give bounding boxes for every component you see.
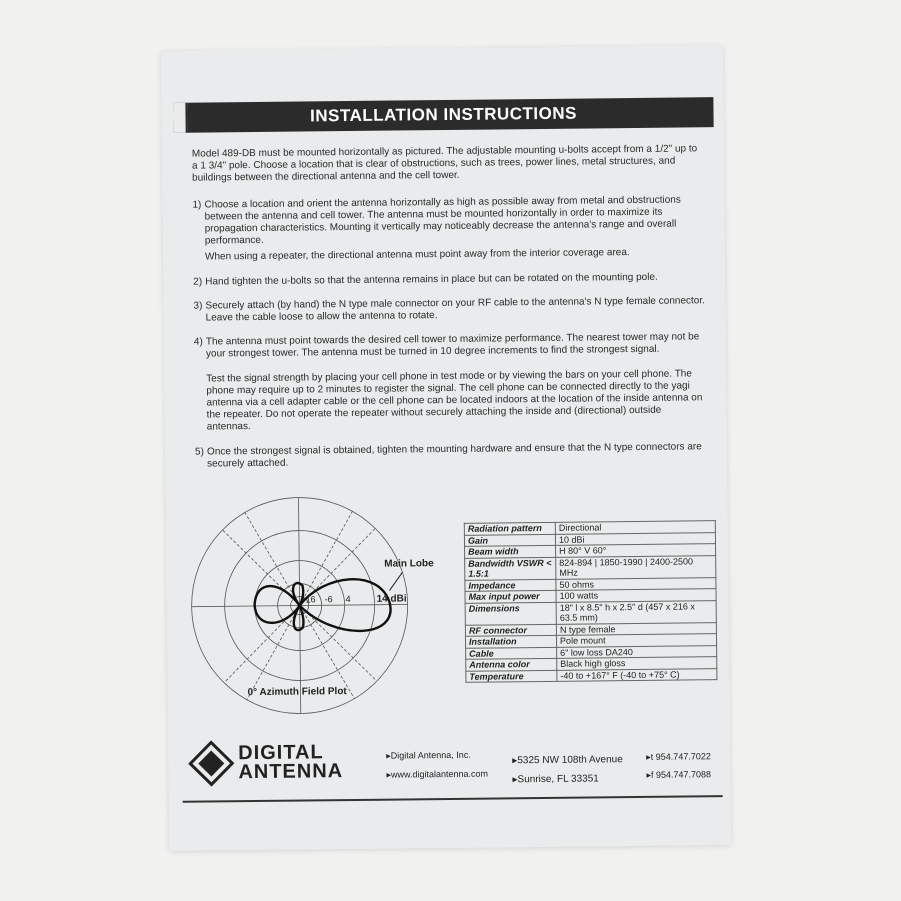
ring-label-minus-16: -16 <box>302 594 316 605</box>
step-1 <box>192 194 705 264</box>
spec-key: Dimensions <box>465 602 556 625</box>
spec-value: 10 dBi <box>555 532 715 545</box>
fax-number: ▸f 954.747.7088 <box>646 769 712 780</box>
spec-key: Beam width <box>465 545 556 557</box>
company-logo <box>188 739 343 787</box>
company-website: ▸www.digitalantenna.com <box>386 768 489 780</box>
step-note: When using a repeater, the directional antenna must point away from the interior coverage area. <box>204 247 630 263</box>
spec-key: Antenna color <box>466 658 557 670</box>
step-4 <box>194 332 707 435</box>
spec-key: Cable <box>466 647 557 659</box>
spec-value: Directional <box>555 521 715 534</box>
step-number: 5) <box>194 446 204 458</box>
spec-value: Pole mount <box>556 634 716 647</box>
page-title: INSTALLATION INSTRUCTIONS <box>309 103 578 126</box>
step-3 <box>193 295 705 325</box>
spec-key: Temperature <box>466 670 557 682</box>
spec-key: Bandwidth VSWR < 1.5:1 <box>465 557 556 580</box>
phone-number: ▸t 954.747.7022 <box>646 751 711 762</box>
spec-value: 824-894 | 1850-1990 | 2400-2500 MHz <box>556 555 716 579</box>
spec-key: Installation <box>465 635 556 647</box>
spec-key: Impedance <box>465 579 556 591</box>
spec-key: Radiation pattern <box>464 522 555 534</box>
step-text: The antenna must point towards the desired cell tower to maximize performance. The nearest tower may not be your strongest tower. The antenna must be turned in 10 degree increments to find the strongest signal. <box>205 331 700 360</box>
step-text: Securely attach (by hand) the N type male connector on your RF cable to the antenna's N type female connector. Leave the cable loose to allow the antenna to rotate. <box>205 295 705 324</box>
step-text: Once the strongest signal is obtained, tighten the mounting hardware and ensure that the N type connectors are securely attached. <box>206 440 702 470</box>
address-line-1: ▸5325 NW 108th Avenue <box>512 754 623 767</box>
intro-paragraph: Model 489-DB must be mounted horizontally as pictured. The adjustable mounting u-bolts accept from a 1/2" up to a 1 3/4" pole. Choose a location that is clear of obstructions, such as trees, power lines, metal structures, and buildings between the directional antenna and the cell tower. <box>191 143 698 185</box>
address-line-2: ▸Sunrise, FL 33351 <box>512 773 599 786</box>
company-name: ▸Digital Antenna, Inc. <box>386 749 471 761</box>
spec-value: 50 ohms <box>556 577 716 590</box>
footer-rule <box>183 795 723 803</box>
side-lobe-lower <box>294 606 304 631</box>
step-text: Choose a location and orient the antenna horizontally as high as possible away from metal and obstructions between the antenna and cell tower. The antenna must be mounted horizontally in order to maximize its propagation characteristics. Mounting it vertically may noticeably decrease the antenna's range and overall performance. <box>204 194 681 247</box>
spec-value: Black high gloss <box>557 657 717 670</box>
spec-value: H 80° V 60° <box>556 544 716 557</box>
instructions-body <box>192 143 707 482</box>
spec-key: Gain <box>464 534 555 546</box>
ring-label-4: 4 <box>345 594 351 605</box>
instruction-sheet <box>161 45 731 851</box>
banner-stub <box>173 103 187 133</box>
main-lobe-label: Main Lobe <box>384 558 434 570</box>
ring-label-14: 14 dBi <box>376 593 407 605</box>
spec-value: 6" low loss DA240 <box>557 645 717 658</box>
spec-key: RF connector <box>465 624 556 636</box>
step-number: 2) <box>193 276 203 288</box>
spec-value: 100 watts <box>556 589 716 602</box>
step-number: 4) <box>193 336 203 348</box>
diamond-logo-icon <box>188 740 234 786</box>
title-banner <box>173 97 713 133</box>
spec-value: -40 to +167° F (-40 to +75° C) <box>557 668 717 681</box>
logo-word-antenna: ANTENNA <box>238 760 344 784</box>
spec-table <box>464 520 718 683</box>
logo-word-digital: DIGITAL <box>238 741 324 765</box>
spec-row <box>465 600 716 625</box>
spec-row <box>466 668 717 682</box>
step-2 <box>193 271 705 289</box>
step-text: Hand tighten the u-bolts so that the antenna remains in place but can be rotated on the mounting pole. <box>205 271 658 288</box>
main-lobe-pointer <box>389 572 402 590</box>
spec-key: Max input power <box>465 590 556 602</box>
step-5 <box>195 441 707 471</box>
spec-value: N type female <box>556 622 716 635</box>
ring-label-minus-6: -6 <box>324 594 333 605</box>
step-number: 3) <box>193 300 203 312</box>
step-number: 1) <box>192 199 202 211</box>
step-note: Test the signal strength by placing your cell phone in test mode or by viewing the bars on your cell phone. The phone may require up to 2 minutes to register the signal. The cell phone can be connected directly to the yagi antenna via a cell adapter cable or the cell phone can be located indoors at the location of the inside antenna on the repeater. Do not operate the repeater without securely attaching the inside and (directional) outside antennas. <box>206 368 703 433</box>
plot-caption: 0° Azimuth Field Plot <box>247 686 347 699</box>
spec-row <box>465 555 716 580</box>
spec-value: 18" l x 8.5" h x 2.5" d (457 x 216 x 63.5 mm) <box>556 600 716 624</box>
